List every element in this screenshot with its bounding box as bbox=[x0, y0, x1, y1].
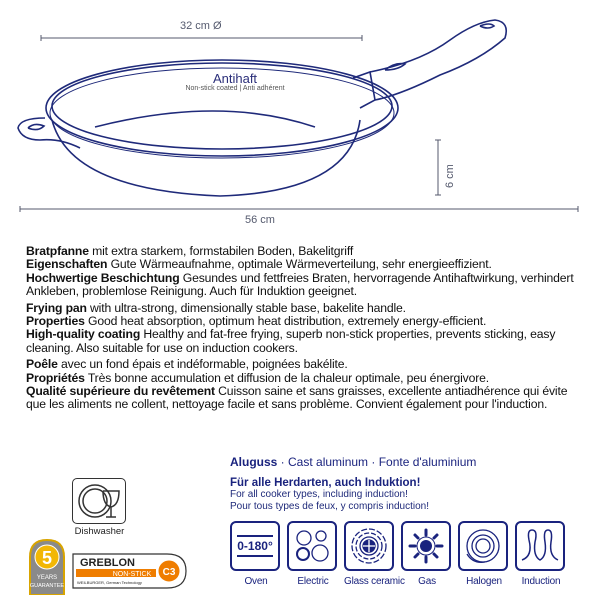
english-text-3: Healthy and fat-free frying, superb non-stick properties, prevents sticking, easy cleaning. Also suitable for use on induction cookers. bbox=[26, 327, 556, 355]
dishwasher-label: Dishwasher bbox=[74, 526, 125, 537]
dishwasher-icon bbox=[72, 478, 126, 524]
german-text-2: Gute Wärmeaufnahme, optimale Wärmeverteilung, sehr energieeffizient. bbox=[107, 257, 492, 272]
french-text-2: Très bonne accumulation et diffusion de la chaleur optimale, peu énergivore. bbox=[84, 370, 490, 385]
induction-coil-icon bbox=[515, 521, 565, 571]
english-text-1: with ultra-strong, dimensionally stable base, bakelite handle. bbox=[86, 300, 406, 315]
coating-subtitle: Non-stick coated | Anti adhérent bbox=[185, 85, 285, 92]
material-line bbox=[230, 455, 476, 469]
cooker-line-fr: Pour tous types de feux, y compris induction! bbox=[230, 501, 429, 512]
dishwasher-badge bbox=[72, 478, 127, 537]
electric-hob-icon bbox=[287, 521, 337, 571]
product-description bbox=[26, 245, 586, 415]
english-heading-3: High-quality coating bbox=[26, 327, 141, 342]
english-heading-1: Frying pan bbox=[26, 300, 87, 315]
cooker-type-halogen bbox=[458, 521, 510, 587]
height-label: 6 cm bbox=[444, 164, 456, 188]
material-translations: · Cast aluminum · Fonte d'aluminium bbox=[277, 455, 477, 469]
german-text-3: Gesundes und fettfreies Braten, hervorragende Antihaftwirkung, verhindert Ankleben, problemlose Reinigung. Auch für Induktion geeignet. bbox=[26, 270, 574, 299]
cooker-line-en: For all cooker types, including induction! bbox=[230, 489, 408, 500]
length-label: 56 cm bbox=[245, 214, 275, 226]
glass-ceramic-icon bbox=[344, 521, 394, 571]
french-heading-3: Qualité supérieure du revêtement bbox=[26, 384, 215, 399]
greblon-badge bbox=[72, 553, 188, 589]
coating-title: Antihaft bbox=[212, 71, 258, 86]
frying-pan-drawing bbox=[0, 0, 600, 232]
electric-label: Electric bbox=[297, 576, 329, 587]
induction-label: Induction bbox=[521, 576, 561, 587]
french-heading-1: Poêle bbox=[26, 357, 58, 372]
greblon-grade: C3 bbox=[162, 567, 176, 578]
cooker-type-oven bbox=[230, 521, 282, 587]
german-heading-1: Bratpfanne bbox=[26, 244, 89, 258]
cooker-type-gas bbox=[401, 521, 453, 587]
description-french bbox=[26, 358, 586, 412]
gas-label: Gas bbox=[418, 576, 436, 587]
coating-callout bbox=[175, 71, 295, 92]
cooker-type-induction bbox=[515, 521, 567, 587]
english-heading-2: Properties bbox=[26, 314, 85, 329]
french-heading-2: Propriétés bbox=[26, 370, 85, 385]
german-text-1: mit extra starkem, formstabilen Boden, Bakelitgriff bbox=[88, 244, 354, 258]
gas-flame-icon bbox=[401, 521, 451, 571]
french-text-1: avec un fond épais et indéformable, poignées bakélite. bbox=[57, 357, 348, 372]
description-english bbox=[26, 302, 586, 356]
cooker-type-glass-ceramic bbox=[344, 521, 405, 587]
guarantee-badge bbox=[27, 537, 67, 595]
german-heading-3: Hochwertige Beschichtung bbox=[26, 270, 180, 285]
pan-dimension-diagram bbox=[0, 0, 600, 232]
greblon-sub: NON-STICK bbox=[112, 571, 152, 578]
oven-temperature: 0-180° bbox=[237, 539, 273, 553]
greblon-brand: GREBLON bbox=[80, 557, 135, 569]
glass-ceramic-label: Glass ceramic bbox=[344, 576, 405, 587]
halogen-icon bbox=[458, 521, 508, 571]
english-text-2: Good heat absorption, optimum heat distribution, extremely energy-efficient. bbox=[84, 314, 487, 329]
cooker-icon-row bbox=[230, 521, 567, 587]
guarantee-number: 5 bbox=[41, 548, 53, 568]
french-text-3: Cuisson saine et sans graisses, excellente antiadhérence qui évite que les aliments ne collent, nettoyage facile et sans problème. Convient également pour l'induction. bbox=[26, 384, 568, 412]
oven-icon bbox=[230, 521, 280, 571]
diameter-label: 32 cm Ø bbox=[180, 20, 222, 32]
cooker-headline: Für alle Herdarten, auch Induktion! bbox=[230, 477, 421, 489]
greblon-footer: WEILBURGER, German Technology bbox=[77, 580, 142, 585]
cooker-type-electric bbox=[287, 521, 339, 587]
halogen-label: Halogen bbox=[466, 576, 502, 587]
guarantee-line2: GUARANTEE bbox=[29, 583, 65, 589]
cooker-compatibility bbox=[230, 477, 429, 513]
guarantee-line1: YEARS bbox=[36, 575, 58, 581]
description-german bbox=[26, 245, 586, 299]
german-heading-2: Eigenschaften bbox=[26, 257, 108, 272]
material-name: Aluguss bbox=[230, 455, 278, 469]
oven-label: Oven bbox=[244, 576, 268, 587]
